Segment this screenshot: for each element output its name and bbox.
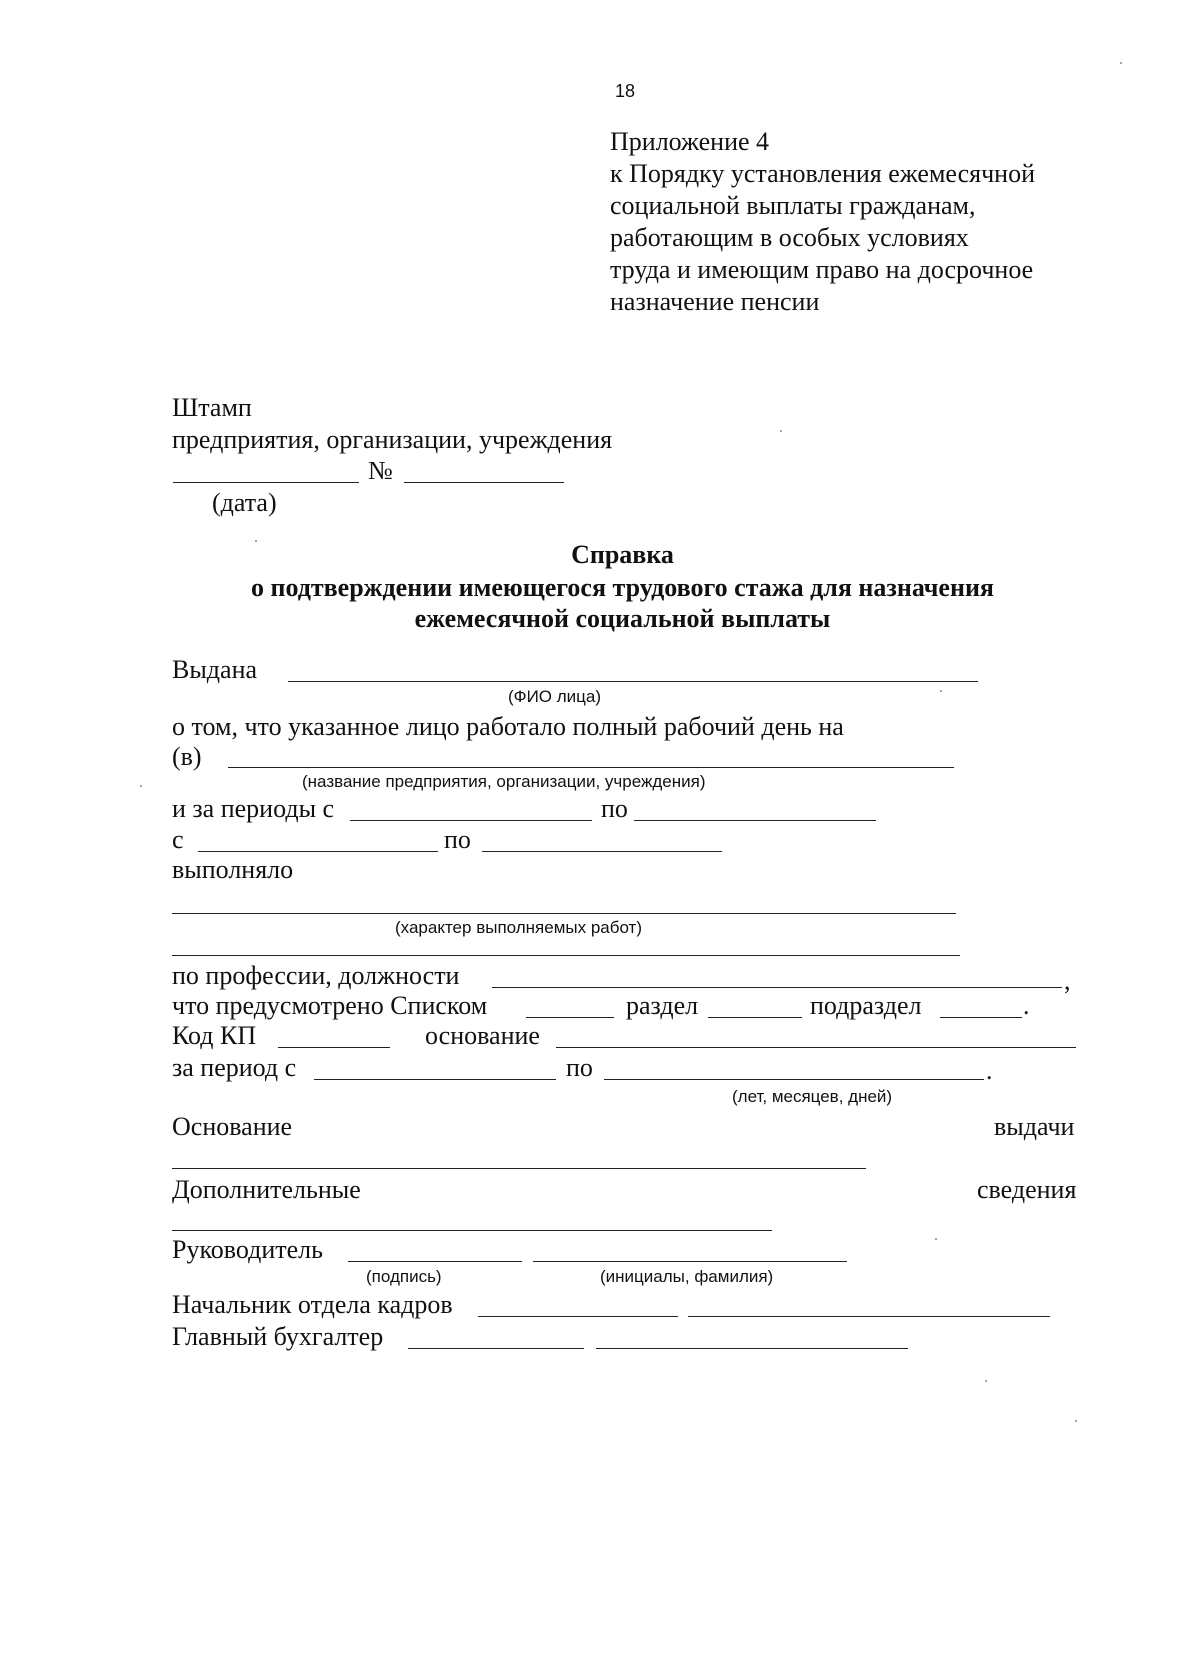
number-sign: № bbox=[368, 456, 393, 485]
head-label: Руководитель bbox=[172, 1235, 323, 1264]
profession-line[interactable] bbox=[492, 987, 1062, 988]
subsection-dot: . bbox=[1023, 991, 1030, 1020]
work-caption: (характер выполняемых работ) bbox=[395, 918, 642, 937]
scan-speck bbox=[780, 430, 782, 432]
issue-basis-label: Основание bbox=[172, 1112, 293, 1141]
profession-comma: , bbox=[1064, 966, 1071, 995]
list-label: что предусмотрено Списком bbox=[172, 991, 488, 1020]
scan-speck bbox=[140, 785, 142, 787]
work-type-line-2[interactable] bbox=[172, 955, 960, 956]
periods-label: и за периоды с bbox=[172, 794, 335, 823]
head-signature-line[interactable] bbox=[348, 1261, 522, 1262]
period-from-line[interactable] bbox=[314, 1079, 556, 1080]
issue-basis-line[interactable] bbox=[172, 1168, 866, 1169]
document-title: Справка bbox=[571, 540, 674, 569]
org-caption: (название предприятия, организации, учреждения) bbox=[302, 772, 706, 791]
scan-speck bbox=[1120, 62, 1122, 64]
signature-caption: (подпись) bbox=[366, 1267, 442, 1286]
date-caption: (дата) bbox=[212, 488, 277, 517]
document-subtitle: о подтверждении имеющегося трудового стажа для назначения bbox=[250, 573, 995, 602]
appendix-line: работающим в особых условиях bbox=[610, 223, 969, 252]
kp-line[interactable] bbox=[278, 1047, 390, 1048]
accountant-signature-line[interactable] bbox=[408, 1348, 584, 1349]
period2-from-label: с bbox=[172, 825, 184, 854]
additional-label-right: сведения bbox=[977, 1175, 1077, 1204]
period2-to-label: по bbox=[444, 825, 471, 854]
section-label: раздел bbox=[626, 991, 699, 1020]
period1-to-label: по bbox=[601, 794, 628, 823]
date-line[interactable] bbox=[173, 482, 359, 483]
list-line[interactable] bbox=[526, 1017, 614, 1018]
profession-label: по профессии, должности bbox=[172, 961, 460, 990]
name-caption: (инициалы, фамилия) bbox=[600, 1267, 774, 1286]
appendix-line: социальной выплаты гражданам, bbox=[610, 191, 976, 220]
basis-label: основание bbox=[425, 1021, 540, 1050]
fio-line[interactable] bbox=[288, 681, 978, 682]
scan-speck bbox=[1075, 1420, 1077, 1422]
issue-basis-label-right: выдачи bbox=[994, 1112, 1075, 1141]
issued-label: Выдана bbox=[172, 655, 258, 684]
hr-name-line[interactable] bbox=[688, 1316, 1050, 1317]
period-to-line[interactable] bbox=[604, 1079, 984, 1080]
period-dot: . bbox=[986, 1056, 993, 1085]
section-line[interactable] bbox=[708, 1017, 802, 1018]
period1-to-line[interactable] bbox=[634, 820, 876, 821]
performed-label: выполняло bbox=[172, 855, 294, 884]
duration-caption: (лет, месяцев, дней) bbox=[732, 1087, 893, 1106]
work-type-line[interactable] bbox=[172, 913, 956, 914]
head-name-line[interactable] bbox=[533, 1261, 847, 1262]
period2-to-line[interactable] bbox=[482, 851, 722, 852]
number-line[interactable] bbox=[404, 482, 564, 483]
stamp-title: Штамп bbox=[172, 393, 252, 422]
org-name-line[interactable] bbox=[228, 767, 954, 768]
period2-from-line[interactable] bbox=[198, 851, 438, 852]
additional-line[interactable] bbox=[172, 1230, 772, 1231]
stamp-org: предприятия, организации, учреждения bbox=[172, 425, 613, 454]
scan-speck bbox=[940, 690, 942, 692]
in-label: (в) bbox=[172, 742, 202, 771]
period-to-label: по bbox=[566, 1053, 593, 1082]
appendix-line: к Порядку установления ежемесячной bbox=[610, 159, 1036, 188]
additional-label: Дополнительные bbox=[172, 1175, 361, 1204]
hr-label: Начальник отдела кадров bbox=[172, 1290, 453, 1319]
appendix-line: Приложение 4 bbox=[610, 127, 770, 156]
accountant-label: Главный бухгалтер bbox=[172, 1322, 384, 1351]
hr-signature-line[interactable] bbox=[478, 1316, 678, 1317]
period1-from-line[interactable] bbox=[350, 820, 592, 821]
scan-speck bbox=[935, 1238, 937, 1240]
period-label: за период с bbox=[172, 1053, 297, 1082]
document-subtitle: ежемесячной социальной выплаты bbox=[414, 604, 831, 633]
kp-label: Код КП bbox=[172, 1021, 257, 1050]
scan-speck bbox=[255, 540, 257, 542]
worked-text: о том, что указанное лицо работало полный рабочий день на bbox=[172, 712, 844, 741]
subsection-label: подраздел bbox=[810, 991, 922, 1020]
fio-caption: (ФИО лица) bbox=[508, 687, 602, 706]
appendix-line: назначение пенсии bbox=[610, 287, 820, 316]
scan-speck bbox=[985, 1380, 987, 1382]
appendix-line: труда и имеющим право на досрочное bbox=[610, 255, 1034, 284]
subsection-line[interactable] bbox=[940, 1017, 1022, 1018]
page-number: 18 bbox=[615, 81, 636, 101]
accountant-name-line[interactable] bbox=[596, 1348, 908, 1349]
basis-line[interactable] bbox=[556, 1047, 1076, 1048]
